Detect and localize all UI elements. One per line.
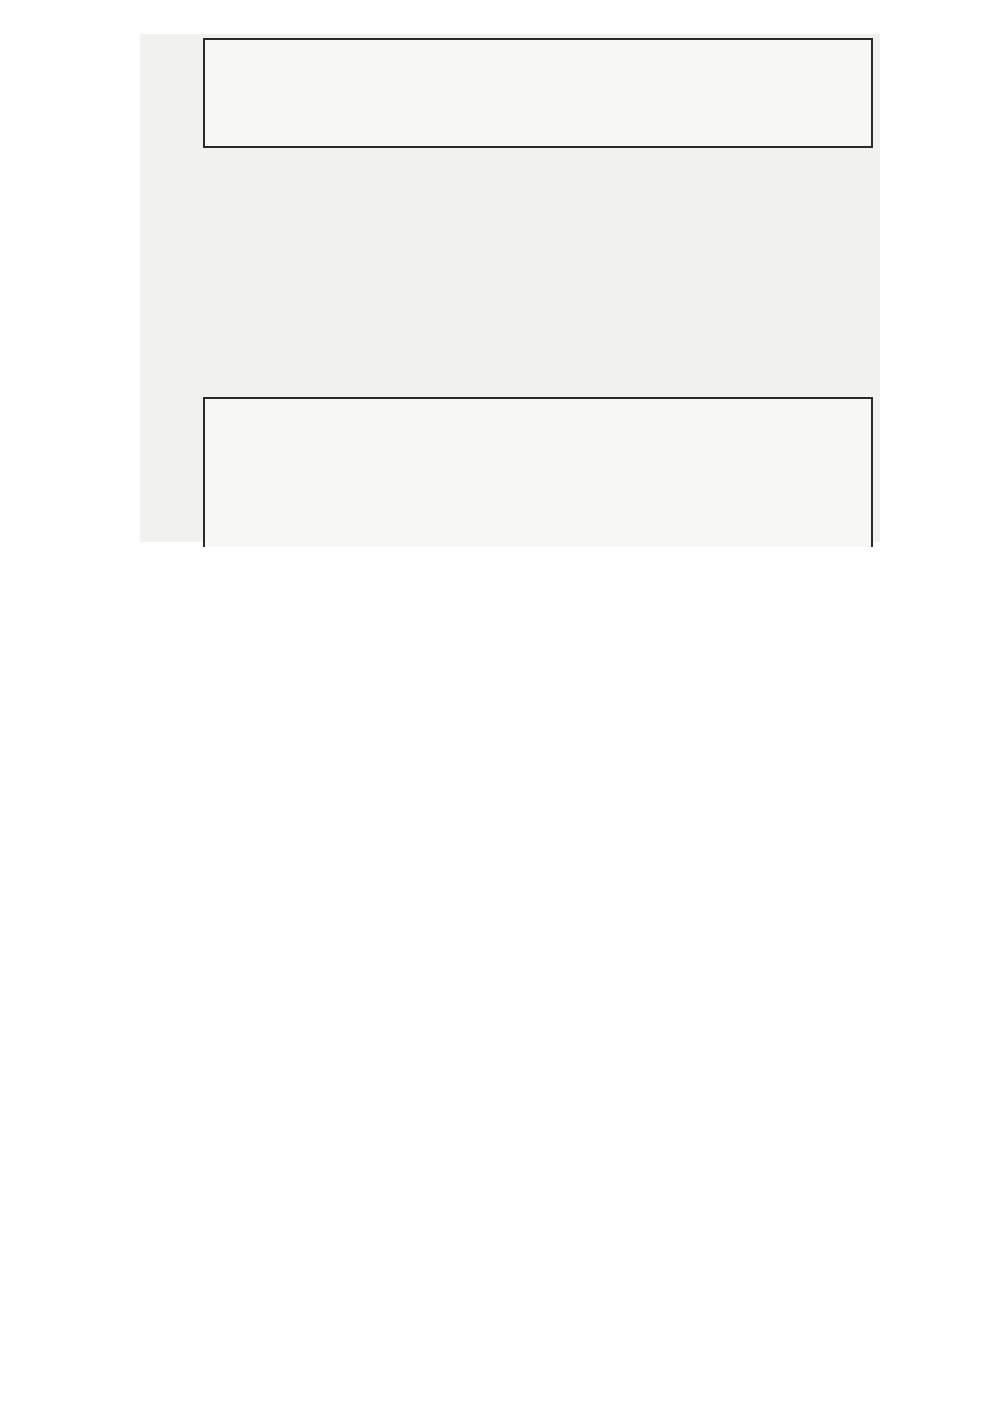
task-instructions xyxy=(203,38,873,148)
liveworksheets-logo[interactable] xyxy=(695,1374,715,1400)
liveworksheets-logo-icon xyxy=(695,1374,712,1400)
transfer-answers-note xyxy=(203,397,873,547)
